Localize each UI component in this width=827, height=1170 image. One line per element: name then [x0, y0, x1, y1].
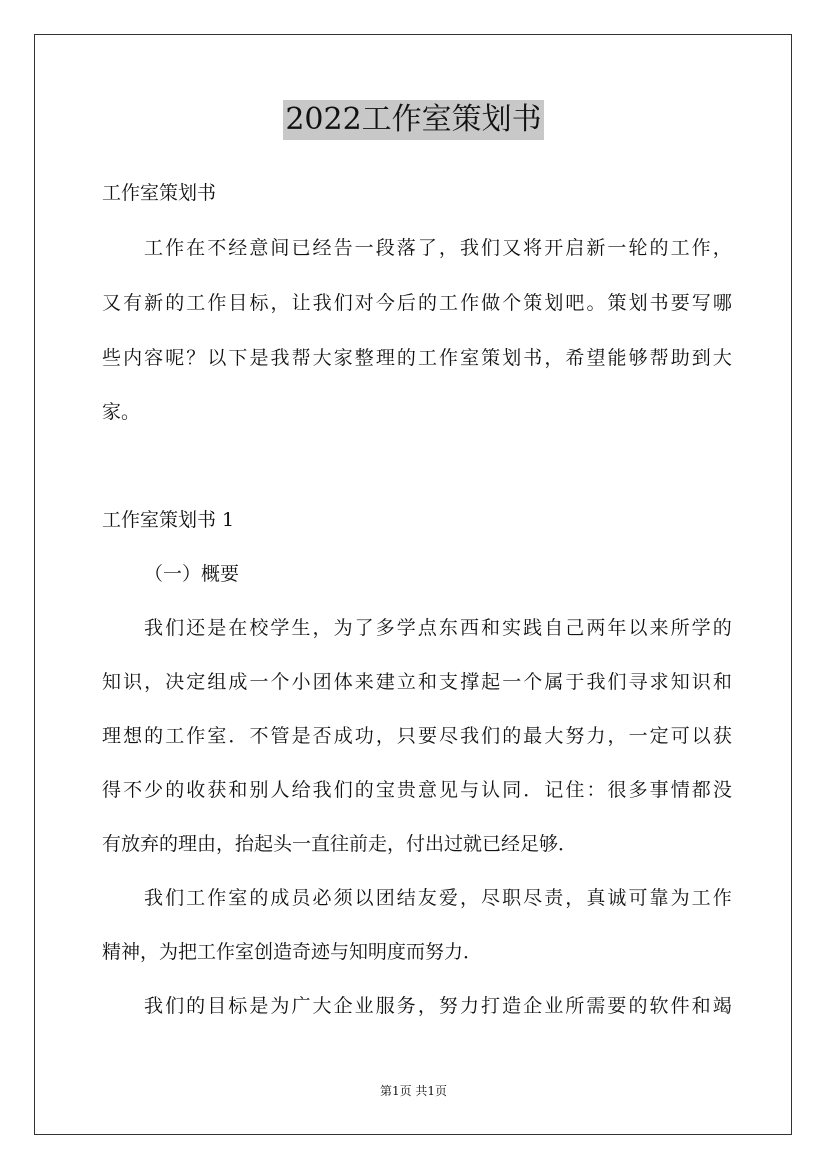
justified-text: 又 有 新 的 工 作 目 标 ， 让 我 们 对 今 后 的 工 作 做 个 策 划 吧 。 策 划 书 要 写 哪: [102, 292, 732, 314]
para3-line-1: [144, 994, 732, 1018]
justified-text: 我 们 工 作 室 的 成 员 必 须 以 团 结 友 爱 ， 尽 职 尽 责 ， 真 诚 可 靠 为 工 作: [144, 887, 732, 909]
para1-line-4: [102, 778, 732, 802]
subsection-heading: （一）概要: [144, 563, 240, 585]
document-title: 2022工作室策划书: [283, 100, 543, 140]
justified-text: 知 识 ， 决 定 组 成 一 个 小 团 体 来 建 立 和 支 撑 起 一 个 属 于 我 们 寻 求 知 识 和: [102, 671, 732, 693]
page-footer: 第1页 共1页: [379, 1084, 448, 1098]
intro-line-2: [102, 291, 732, 315]
para1-line-2: [102, 670, 732, 694]
justified-text: 得 不 少 的 收 获 和 别 人 给 我 们 的 宝 贵 意 见 与 认 同 ． 记 住 ： 很 多 事 情 都 没: [102, 779, 732, 801]
justified-text: 我 们 的 目 标 是 为 广 大 企 业 服 务 ， 努 力 打 造 企 业 所 需 要 的 软 件 和 竭: [144, 995, 732, 1017]
intro-line-4: 家。: [102, 401, 141, 423]
intro-line-3: [102, 346, 732, 370]
para2-line-2: 精神，为把工作室创造奇迹与知明度而努力．: [102, 941, 483, 963]
intro-line-1: [144, 236, 732, 260]
para2-line-1: [144, 886, 732, 910]
para1-line-3: [102, 724, 732, 748]
section-heading: 工作室策划书 1: [102, 509, 235, 531]
para1-line-5: 有放弃的理由，抬起头一直往前走，付出过就已经足够．: [102, 833, 578, 855]
justified-text: 理 想 的 工 作 室 ． 不 管 是 否 成 功 ， 只 要 尽 我 们 的 最 大 努 力 ， 一 定 可 以 获: [102, 725, 732, 747]
para1-line-1: [144, 616, 732, 640]
justified-text: 些 内 容 呢 ？ 以 下 是 我 帮 大 家 整 理 的 工 作 室 策 划 书 ， 希 望 能 够 帮 助 到 大: [102, 347, 732, 369]
justified-text: 我 们 还 是 在 校 学 生 ， 为 了 多 学 点 东 西 和 实 践 自 己 两 年 以 来 所 学 的: [144, 617, 732, 639]
title-container: [0, 100, 827, 140]
justified-text: 工 作 在 不 经 意 间 已 经 告 一 段 落 了 ， 我 们 又 将 开 启 新 一 轮 的 工 作 ，: [144, 237, 732, 259]
document-subtitle: 工作室策划书: [102, 182, 217, 204]
